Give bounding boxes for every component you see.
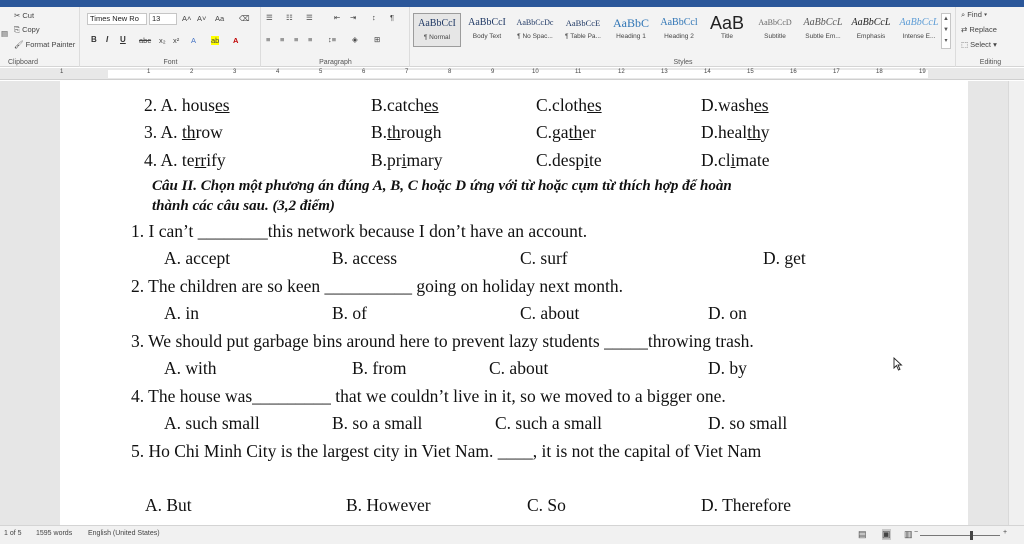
text: C.cloth (536, 95, 588, 115)
style-sample: AaB (709, 13, 745, 33)
styles-group (411, 7, 956, 67)
zoom-slider[interactable] (920, 535, 1000, 536)
editing-group (957, 7, 1024, 67)
question-3-stem: 3. We should put garbage bins around here to prevent lazy students _____throwing trash. (131, 331, 754, 351)
ruler-number: 7 (405, 69, 409, 75)
language-indicator[interactable]: English (United States) (88, 530, 160, 537)
question-1-option-d: D. get (763, 248, 806, 268)
align-left-icon[interactable]: ≡ (266, 35, 271, 44)
style-normal[interactable] (413, 13, 461, 47)
subscript-button[interactable]: x₂ (159, 36, 166, 45)
q2-option-b (371, 95, 439, 115)
text: mary (406, 150, 443, 170)
underlined-part: es (587, 95, 602, 115)
section-title-line-1: Câu II. Chọn một phương án đúng A, B, C hoặc D ứng với từ hoặc cụm từ thích hợp để hoàn (152, 178, 732, 194)
line-spacing-icon[interactable]: ↕≡ (328, 35, 337, 44)
show-marks-icon[interactable]: ¶ (390, 13, 395, 22)
style-name: Title (720, 33, 734, 40)
question-5-option-d: D. Therefore (701, 495, 792, 515)
font-group (81, 7, 261, 67)
question-5-stem: 5. Ho Chi Minh City is the largest city in Viet Nam. ____, it is not the capital of Viet Nam (131, 441, 762, 461)
multilevel-list-icon[interactable]: ☰ (306, 13, 313, 22)
ruler-number: 5 (319, 69, 323, 75)
zoom-in-icon[interactable]: + (1003, 529, 1008, 536)
text: B. (371, 122, 388, 142)
underlined-part: th (181, 122, 196, 142)
text: y (760, 122, 770, 142)
q3-option-b (371, 122, 442, 142)
shading-icon[interactable]: ◈ (352, 35, 358, 44)
text: rough (400, 122, 442, 142)
document-page[interactable] (60, 81, 968, 525)
ruler-number: 16 (790, 69, 797, 75)
strikethrough-button[interactable]: abc (139, 36, 152, 45)
style-title[interactable] (703, 13, 751, 47)
align-right-icon[interactable]: ≡ (294, 35, 299, 44)
style-name: Heading 1 (616, 33, 646, 40)
question-5-option-c: C. So (527, 495, 566, 515)
font-group-label: Font (163, 59, 178, 66)
sort-icon[interactable]: ↕ (372, 13, 376, 22)
ruler-number: 2 (190, 69, 194, 75)
italic-button[interactable]: I (106, 35, 109, 44)
align-center-icon[interactable]: ≡ (280, 35, 285, 44)
style-sample: AaBbCcL (851, 17, 891, 28)
question-4-stem: 4. The house was_________ that we couldn’t live in it, so we moved to a bigger one. (131, 386, 726, 406)
style-table-paragraph[interactable] (559, 13, 607, 47)
style-body-text[interactable] (463, 13, 511, 47)
underlined-part: es (753, 95, 769, 115)
decrease-indent-icon[interactable]: ⇤ (334, 13, 341, 22)
question-3-option-c: C. about (489, 358, 549, 378)
style-sample: AaBbCcL (803, 17, 843, 28)
q2-option-c (536, 95, 602, 115)
underlined-part: i (401, 150, 407, 170)
q4-option-d (701, 150, 770, 170)
clipboard-group (0, 7, 80, 67)
horizontal-ruler[interactable] (0, 68, 1024, 80)
shrink-font-button[interactable]: A˅ (197, 14, 207, 23)
document-area (0, 81, 1024, 525)
section-title-line-2: thành các câu sau. (3,2 điểm) (152, 198, 335, 214)
question-3-option-d: D. by (708, 358, 747, 378)
cut-label: Cut (22, 11, 35, 20)
print-layout-icon[interactable]: ▣ (882, 529, 891, 539)
style-sample: AaBbC (613, 16, 649, 30)
select-button[interactable]: ⬚ Select ▾ (961, 40, 997, 49)
ruler-number: 19 (919, 69, 926, 75)
ruler-number: 13 (661, 69, 668, 75)
font-name-select[interactable]: Times New Ro (87, 13, 147, 25)
question-2-option-c: C. about (520, 303, 580, 323)
ruler-number: 1 (60, 69, 64, 75)
format-painter-button[interactable]: 🖌 Format Painter (14, 40, 76, 49)
style-sample: AaBbCcl (660, 17, 698, 28)
underlined-part: es (214, 95, 230, 115)
grow-font-button[interactable]: A˄ (182, 14, 192, 23)
style-subtle-emphasis[interactable] (799, 13, 847, 47)
q2-option-a (144, 95, 230, 115)
replace-label: Replace (969, 25, 997, 34)
ruler-number: 11 (575, 69, 582, 75)
question-1-option-c: C. surf (520, 248, 568, 268)
text-effects-icon[interactable]: A (191, 36, 197, 45)
ruler-number: 15 (747, 69, 754, 75)
q3-option-c (536, 122, 596, 142)
question-4-option-b: B. so a small (332, 413, 423, 433)
ruler-number: 14 (704, 69, 711, 75)
superscript-button[interactable]: x² (173, 36, 180, 45)
style-sample: AaBbCcL (899, 17, 939, 28)
text: row (195, 122, 223, 142)
text: D.wash (701, 95, 754, 115)
copy-button[interactable]: ⎘ Copy (14, 25, 40, 34)
paragraph-group-label: Paragraph (319, 59, 352, 66)
select-label: Select (970, 40, 992, 49)
bold-button[interactable]: B (91, 35, 97, 44)
replace-button[interactable]: ⇄ Replace (961, 25, 997, 34)
text: te (589, 150, 602, 170)
style-sample: AaBbCcI (418, 18, 456, 29)
clipboard-group-label: Clipboard (8, 59, 38, 66)
ruler-number: 1 (147, 69, 151, 75)
underlined-part: es (423, 95, 439, 115)
question-2-option-a: A. in (164, 303, 199, 323)
ruler-number: 8 (448, 69, 452, 75)
change-case-button[interactable]: Aa (215, 14, 225, 23)
style-emphasis[interactable] (847, 13, 895, 47)
text: 2. A. hous (144, 95, 215, 115)
text: B.pr (371, 150, 402, 170)
q3-option-d (701, 122, 770, 142)
word-count[interactable]: 1595 words (36, 530, 73, 537)
borders-icon[interactable]: ⊞ (374, 35, 381, 44)
question-4-option-d: D. so small (708, 413, 788, 433)
question-4-option-a: A. such small (164, 413, 260, 433)
font-size-select[interactable]: 13 (149, 13, 177, 25)
q4-option-c (536, 150, 602, 170)
style-name: Subtitle (764, 33, 786, 40)
style-name: ¶ Normal (423, 34, 451, 41)
question-1-option-b: B. access (332, 248, 398, 268)
question-5-option-b: B. However (346, 495, 431, 515)
style-sample: AaBbCcI (468, 17, 506, 28)
ribbon (0, 7, 1024, 67)
zoom-out-icon[interactable]: − (914, 529, 919, 536)
text: mate (735, 150, 770, 170)
title-bar (0, 0, 1024, 7)
ruler-number: 3 (233, 69, 237, 75)
ruler-number: 18 (876, 69, 883, 75)
style-name: Subtle Em... (805, 33, 841, 40)
ruler-number: 9 (491, 69, 495, 75)
question-4-option-c: C. such a small (495, 413, 602, 433)
find-label: Find (967, 10, 982, 19)
editing-group-label: Editing (979, 59, 1002, 66)
text: C.ga (536, 122, 569, 142)
cut-button[interactable]: ✂ Cut (14, 11, 35, 20)
style-heading-2[interactable] (655, 13, 703, 47)
paste-icon[interactable]: ▤ (1, 29, 9, 38)
style-name: ¶ Table Pa... (565, 33, 601, 40)
find-button[interactable]: ⌕ Find ▾ (961, 10, 988, 19)
text: ify (206, 150, 226, 170)
paragraph-group (262, 7, 410, 67)
bullets-icon[interactable]: ☰ (266, 13, 273, 22)
style-name: Intense E... (902, 33, 936, 40)
justify-icon[interactable]: ≡ (308, 35, 313, 44)
underline-button[interactable]: U (120, 35, 126, 44)
status-bar (0, 525, 1024, 544)
q3-option-a (144, 122, 223, 142)
style-subtitle[interactable] (751, 13, 799, 47)
numbering-icon[interactable]: ☷ (286, 13, 293, 22)
text: D.cl (701, 150, 731, 170)
question-1-option-a: A. accept (164, 248, 231, 268)
underlined-part: th (747, 122, 761, 142)
text: C.desp (536, 150, 585, 170)
question-2-option-d: D. on (708, 303, 747, 323)
style-name: Body Text (472, 33, 502, 40)
highlight-icon[interactable]: ab (211, 36, 220, 45)
web-layout-icon[interactable]: ▥ (904, 529, 913, 539)
ruler-number: 17 (833, 69, 840, 75)
question-3-option-a: A. with (164, 358, 217, 378)
question-2-stem: 2. The children are so keen __________ going on holiday next month. (131, 276, 624, 296)
underlined-part: th (568, 122, 583, 142)
clear-format-icon[interactable]: ⌫ (239, 14, 250, 23)
read-mode-icon[interactable]: ▤ (858, 529, 867, 539)
text: 4. A. te (144, 150, 195, 170)
copy-label: Copy (22, 25, 40, 34)
style-name: ¶ No Spac... (517, 33, 553, 40)
question-1-stem: 1. I can’t ________this network because I don’t have an account. (131, 221, 588, 241)
font-color-icon[interactable]: A (233, 36, 239, 45)
q4-option-a (144, 150, 226, 170)
format-painter-label: Format Painter (25, 40, 76, 49)
text: er (582, 122, 596, 142)
q2-option-d (701, 95, 769, 115)
question-2-option-b: B. of (332, 303, 367, 323)
style-name: Emphasis (856, 33, 886, 40)
q4-option-b (371, 150, 442, 170)
ruler-number: 6 (362, 69, 366, 75)
underlined-part: i (584, 150, 589, 170)
zoom-slider-thumb[interactable] (970, 531, 973, 540)
style-sample: AaBbCcDc (516, 18, 554, 27)
text: B.catch (371, 95, 424, 115)
ruler-number: 12 (618, 69, 625, 75)
mouse-pointer-icon (893, 357, 903, 371)
text: 3. A. (144, 122, 182, 142)
style-heading-1[interactable] (607, 13, 655, 47)
increase-indent-icon[interactable]: ⇥ (350, 13, 357, 22)
underlined-part: i (730, 150, 736, 170)
ruler-numbers (60, 69, 928, 79)
underlined-part: rr (194, 150, 207, 170)
text: D.heal (701, 122, 748, 142)
styles-gallery-scroll[interactable]: ▲ ▼ ▾ (941, 13, 951, 49)
style-intense-emphasis[interactable] (895, 13, 943, 47)
vertical-scrollbar[interactable] (1008, 81, 1024, 525)
styles-group-label: Styles (673, 59, 693, 66)
question-3-option-b: B. from (352, 358, 407, 378)
style-sample: AaBbCcD (758, 18, 792, 27)
question-5-option-a: A. But (145, 495, 192, 515)
style-sample: AaBbCcE (565, 18, 601, 28)
ruler-number: 4 (276, 69, 280, 75)
underlined-part: th (387, 122, 401, 142)
style-no-spacing[interactable] (511, 13, 559, 47)
style-name: Heading 2 (664, 33, 694, 40)
page-count[interactable]: 1 of 5 (4, 530, 22, 537)
ruler-number: 10 (532, 69, 539, 75)
